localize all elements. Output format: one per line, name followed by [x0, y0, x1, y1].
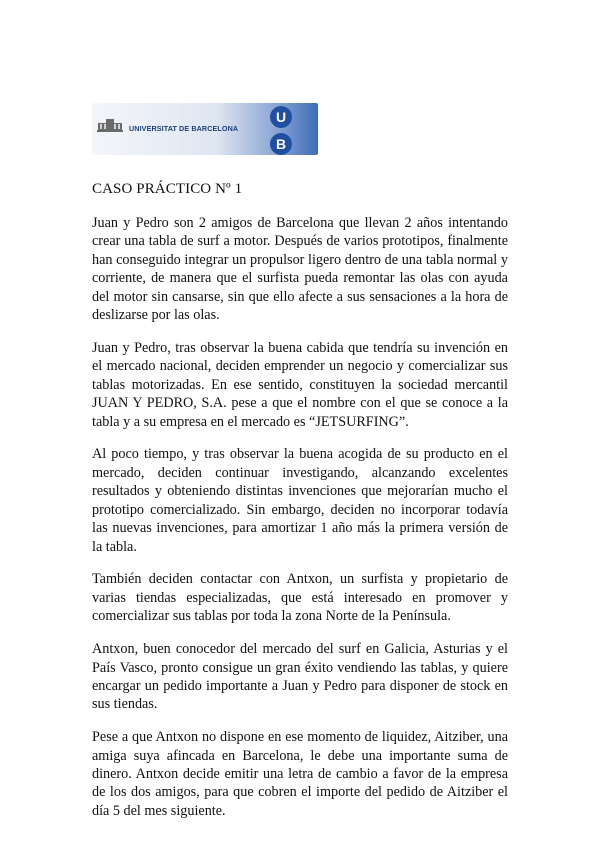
university-logo: [92, 103, 318, 155]
paragraph-4: También deciden contactar con Antxon, un surfista y propietario de varias tiendas especializadas, que está interesado en promover y comercializar sus tablas por toda la zona Norte de la Península.: [92, 571, 508, 625]
logo-letter-b: B: [270, 133, 292, 155]
logo-wordmark: UNIVERSITAT DE BARCELONA: [129, 124, 239, 133]
paragraph-5: Antxon, buen conocedor del mercado del surf en Galicia, Asturias y el País Vasco, pronto consigue un gran éxito vendiendo las tablas, y quiere encargar un pedido importante a Juan y Pedro para disponer de stock en sus tiendas.: [92, 641, 508, 713]
paragraph-1: Juan y Pedro son 2 amigos de Barcelona que llevan 2 años intentando crear una tabla de surf a motor. Después de varios prototipos, finalmente han conseguido integrar un propulsor ligero dentro de una tabla normal y corriente, de manera que el surfista pueda remontar las olas con ayuda del motor sin cansarse, sin que ello afecte a sus sensaciones a la hora de deslizarse por las olas.: [92, 215, 508, 324]
logo-letter-u: U: [270, 106, 292, 128]
document-body: [92, 180, 508, 835]
paragraph-3: Al poco tiempo, y tras observar la buena acogida de su producto en el mercado, deciden continuar investigando, alcanzando excelentes resultados y obteniendo distintas invenciones que mejorarían mucho el prototipo comercializado. Sin embargo, deciden no incorporar todavía las nuevas invenciones, para amortizar 1 año más la primera versión de la tabla.: [92, 446, 508, 555]
document-title: CASO PRÁCTICO Nº 1: [92, 181, 243, 197]
paragraph-2: Juan y Pedro, tras observar la buena cabida que tendría su invención en el mercado nacional, deciden emprender un negocio y comercializar sus tablas motorizadas. En ese sentido, constituyen la sociedad mercantil JUAN Y PEDRO, S.A. pese a que el nombre con el que se conoce a la tabla y a su empresa en el mercado es “JETSURFING”.: [92, 339, 508, 430]
paragraph-6: Pese a que Antxon no dispone en ese momento de liquidez, Aitziber, una amiga suya afincada en Barcelona, le debe una importante suma de dinero. Antxon decide emitir una letra de cambio a favor de la empresa de los dos amigos, para que cobren el importe del pedido de Aitziber el día 5 del mes siguiente.: [92, 729, 508, 819]
